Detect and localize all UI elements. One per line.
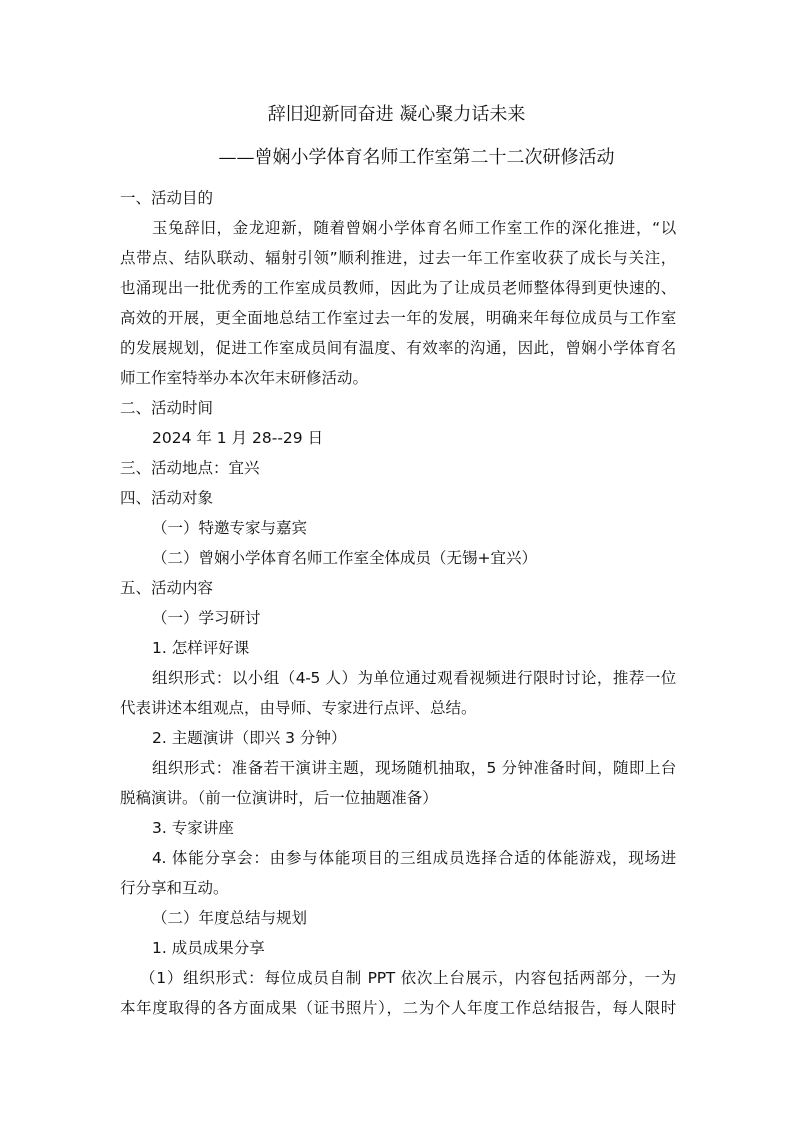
activity-date: 2024 年 1 月 28--29 日	[152, 429, 324, 447]
paragraph-line: 行分享和互动。	[120, 879, 229, 897]
paragraph-line: 本年度取得的各方面成果（证书照片），二为个人年度工作总结报告，每人限时	[120, 999, 676, 1017]
document-subtitle: ——曾娴小学体育名师工作室第二十二次研修活动	[218, 147, 615, 168]
paragraph-line: 师工作室特举办本次年末研修活动。	[120, 369, 369, 387]
list-item: （一）特邀专家与嘉宾	[152, 519, 308, 537]
paragraph-line: 代表讲述本组观点，由导师、专家进行点评、总结。	[120, 699, 477, 717]
document-title: 辞旧迎新同奋进 凝心聚力话未来	[267, 104, 526, 125]
subsection-heading: （一）学习研讨	[152, 609, 261, 627]
paragraph-line: 脱稿演讲。（前一位演讲时，后一位抽题准备）	[120, 789, 438, 807]
list-item: 3. 专家讲座	[152, 819, 234, 837]
list-item: （二）曾娴小学体育名师工作室全体成员（无锡+宜兴）	[152, 549, 537, 567]
subsection-heading: （二）年度总结与规划	[152, 909, 308, 927]
section-heading-time: 二、活动时间	[120, 399, 214, 417]
paragraph-line: （1）组织形式：每位成员自制 PPT 依次上台展示，内容包括两部分，一为	[140, 969, 676, 987]
paragraph-line: 玉兔辞旧，金龙迎新，随着曾娴小学体育名师工作室工作的深化推进，“以	[152, 219, 676, 237]
section-heading-content: 五、活动内容	[120, 579, 214, 597]
paragraph-line: 组织形式：准备若干演讲主题，现场随机抽取，5 分钟准备时间，随即上台	[152, 759, 676, 777]
section-heading-location: 三、活动地点：宜兴	[120, 459, 260, 477]
paragraph-line: 4. 体能分享会：由参与体能项目的三组成员选择合适的体能游戏，现场进	[152, 849, 676, 867]
paragraph-line: 点带点、结队联动、辐射引领”顺利推进，过去一年工作室收获了成长与关注，	[120, 249, 676, 267]
paragraph-line: 也涌现出一批优秀的工作室成员教师，因此为了让成员老师整体得到更快速的、	[120, 279, 676, 297]
list-item: 1. 怎样评好课	[152, 639, 250, 657]
list-item: 2. 主题演讲（即兴 3 分钟）	[152, 729, 347, 747]
section-heading-purpose: 一、活动目的	[120, 189, 214, 207]
paragraph-line: 的发展规划，促进工作室成员间有温度、有效率的沟通，因此，曾娴小学体育名	[120, 339, 676, 357]
list-item: 1. 成员成果分享	[152, 939, 265, 957]
paragraph-line: 高效的开展，更全面地总结工作室过去一年的发展，明确来年每位成员与工作室	[120, 309, 676, 327]
section-heading-participants: 四、活动对象	[120, 489, 214, 507]
paragraph-line: 组织形式：以小组（4-5 人）为单位通过观看视频进行限时讨论，推荐一位	[152, 669, 676, 687]
